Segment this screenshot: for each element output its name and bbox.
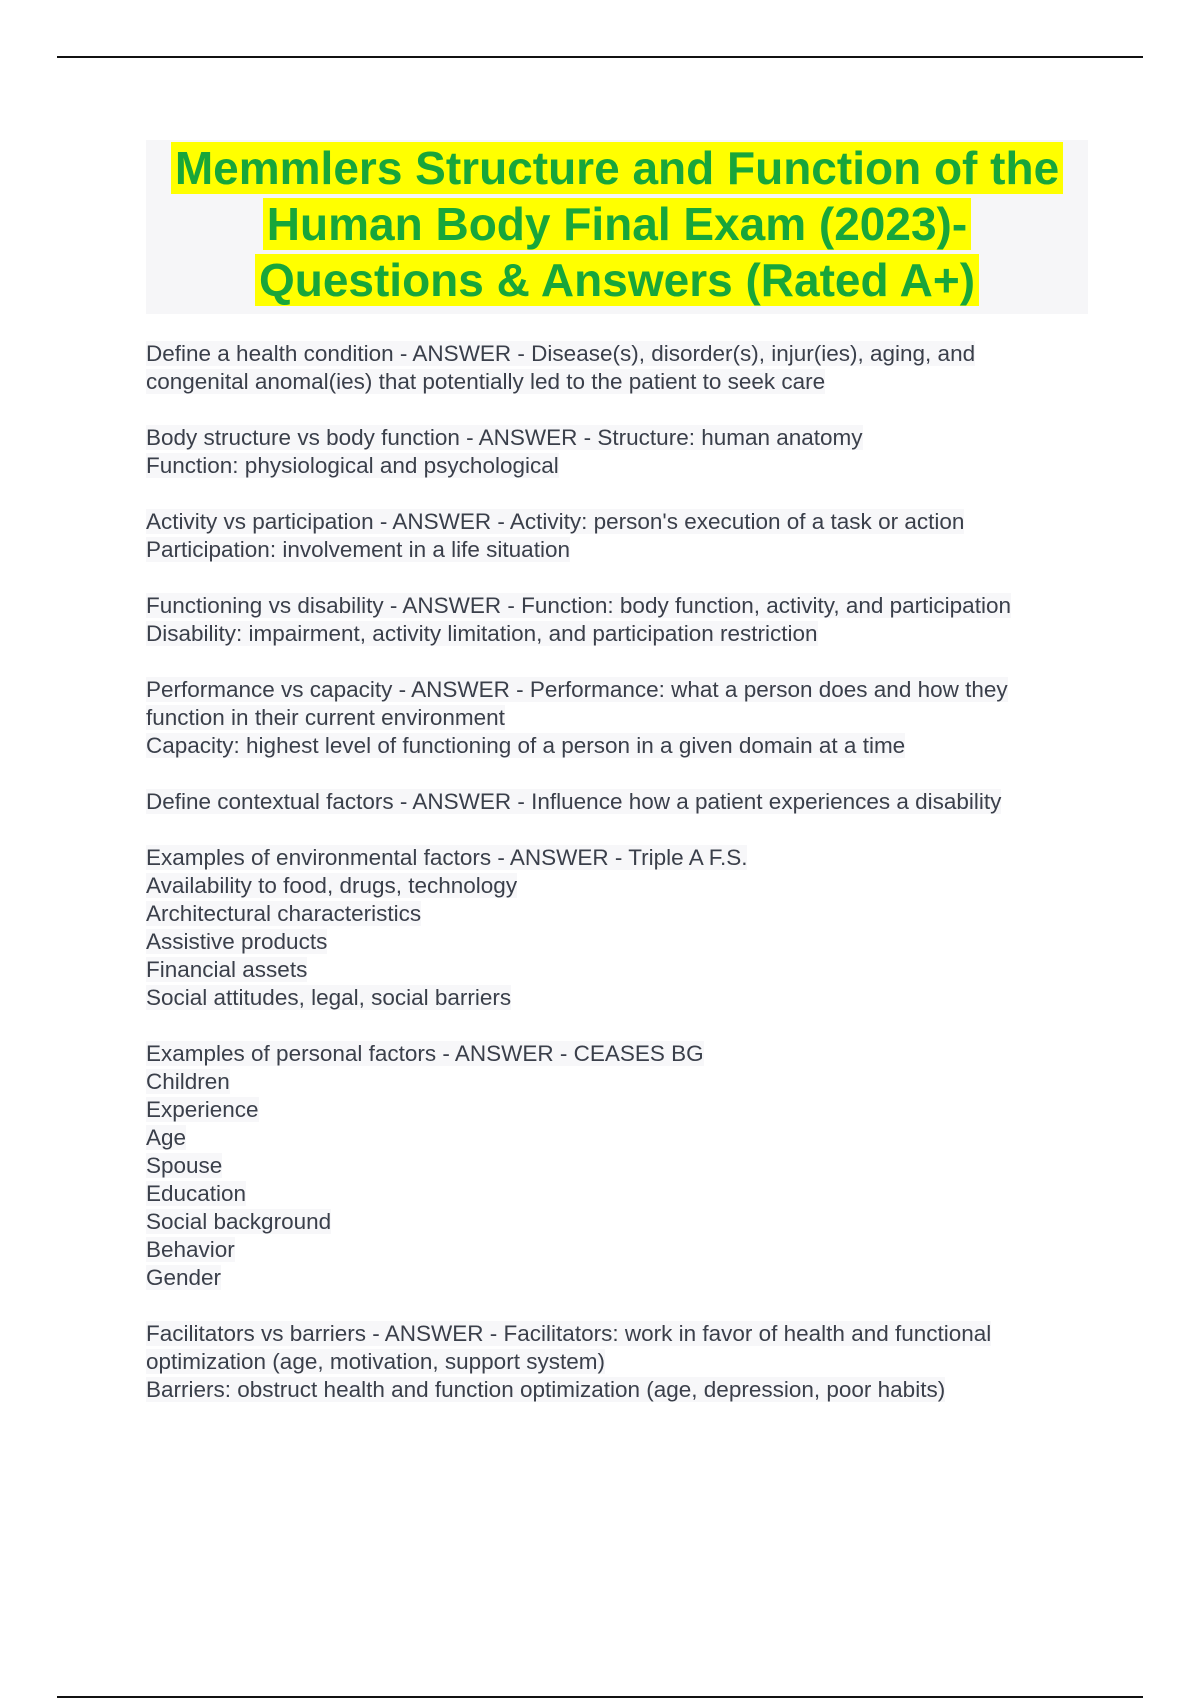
- title-line: Human Body Final Exam (2023)-: [146, 196, 1088, 252]
- qa-text: Capacity: highest level of functioning of a person in a given domain at a time: [146, 733, 906, 758]
- qa-text: Functioning vs disability - ANSWER - Function: body function, activity, and participation: [146, 593, 1011, 618]
- title-line: Questions & Answers (Rated A+): [146, 252, 1088, 308]
- qa-text: Define a health condition - ANSWER - Disease(s), disorder(s), injur(ies), aging, and: [146, 341, 976, 366]
- qa-text: Participation: involvement in a life situation: [146, 537, 570, 562]
- qa-text: Financial assets: [146, 957, 308, 982]
- qa-item-environmental-factors: [146, 844, 1088, 1012]
- qa-text: Social background: [146, 1209, 332, 1234]
- qa-text: Facilitators vs barriers - ANSWER - Facilitators: work in favor of health and functional: [146, 1321, 992, 1346]
- qa-item-personal-factors: [146, 1040, 1088, 1292]
- qa-item-facilitators-vs-barriers: [146, 1320, 1088, 1404]
- qa-text: Function: physiological and psychological: [146, 453, 559, 478]
- qa-item-activity-vs-participation: [146, 508, 1088, 564]
- qa-text: Performance vs capacity - ANSWER - Performance: what a person does and how they: [146, 677, 1008, 702]
- qa-item-health-condition: [146, 340, 1088, 396]
- qa-text: Children: [146, 1069, 230, 1094]
- qa-text: Availability to food, drugs, technology: [146, 873, 518, 898]
- qa-text: congenital anomal(ies) that potentially led to the patient to seek care: [146, 369, 826, 394]
- top-rule: [57, 56, 1143, 58]
- qa-text: Gender: [146, 1265, 222, 1290]
- qa-item-contextual-factors: [146, 788, 1088, 816]
- qa-text: Assistive products: [146, 929, 328, 954]
- qa-text: Experience: [146, 1097, 259, 1122]
- qa-item-structure-vs-function: [146, 424, 1088, 480]
- qa-text: Examples of environmental factors - ANSWER - Triple A F.S.: [146, 845, 748, 870]
- qa-text: Barriers: obstruct health and function optimization (age, depression, poor habits): [146, 1377, 946, 1402]
- qa-list: [146, 340, 1088, 1432]
- qa-text: function in their current environment: [146, 705, 505, 730]
- bottom-rule: [57, 1696, 1143, 1698]
- qa-text: Architectural characteristics: [146, 901, 422, 926]
- qa-text: Spouse: [146, 1153, 223, 1178]
- document-title: [146, 140, 1088, 314]
- qa-text: Education: [146, 1181, 247, 1206]
- qa-text: Age: [146, 1125, 187, 1150]
- qa-text: Social attitudes, legal, social barriers: [146, 985, 512, 1010]
- qa-text: optimization (age, motivation, support system): [146, 1349, 605, 1374]
- qa-text: Body structure vs body function - ANSWER - Structure: human anatomy: [146, 425, 863, 450]
- qa-text: Activity vs participation - ANSWER - Activity: person's execution of a task or action: [146, 509, 965, 534]
- qa-text: Disability: impairment, activity limitation, and participation restriction: [146, 621, 818, 646]
- qa-item-functioning-vs-disability: [146, 592, 1088, 648]
- title-line: Memmlers Structure and Function of the: [146, 140, 1088, 196]
- qa-text: Behavior: [146, 1237, 235, 1262]
- qa-text: Define contextual factors - ANSWER - Influence how a patient experiences a disability: [146, 789, 1002, 814]
- qa-item-performance-vs-capacity: [146, 676, 1088, 760]
- qa-text: Examples of personal factors - ANSWER - CEASES BG: [146, 1041, 704, 1066]
